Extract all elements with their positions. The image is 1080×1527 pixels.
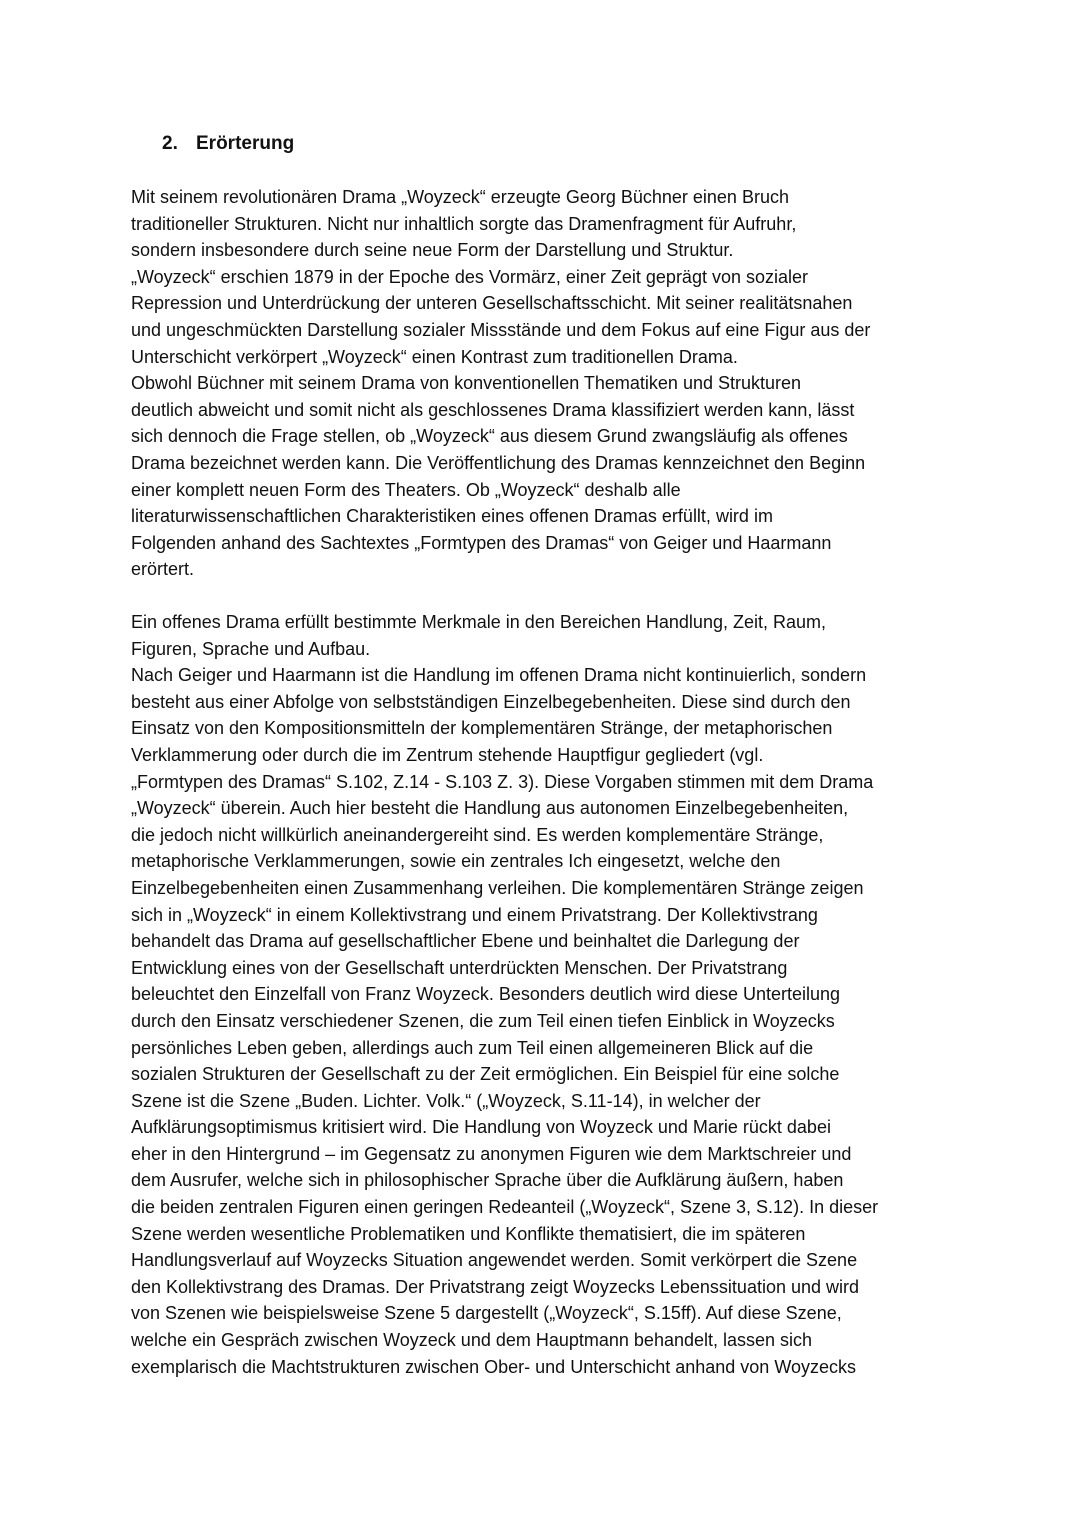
text-line: von Szenen wie beispielsweise Szene 5 dargestellt („Woyzeck“, S.15ff). Auf diese Szene, [131,1303,842,1324]
text-line: persönliches Leben geben, allerdings auch zum Teil einen allgemeineren Blick auf die [131,1037,814,1058]
paragraph-plot-analysis [131,609,1031,1380]
text-line: Szene werden wesentliche Problematiken und Konflikte thematisiert, die im späteren [131,1223,806,1244]
paragraph-introduction [131,184,1031,583]
text-line: behandelt das Drama auf gesellschaftlicher Ebene und beinhaltet die Darlegung der [131,931,800,952]
text-line: Folgenden anhand des Sachtextes „Formtypen des Dramas“ von Geiger und Haarmann [131,532,832,553]
text-line: „Woyzeck“ überein. Auch hier besteht die Handlung aus autonomen Einzelbegebenheiten, [131,798,849,819]
text-line: eher in den Hintergrund – im Gegensatz zu anonymen Figuren wie dem Marktschreier und [131,1143,852,1164]
text-line: Einsatz von den Kompositionsmitteln der komplementären Stränge, der metaphorischen [131,718,833,739]
text-line: Einzelbegebenheiten einen Zusammenhang verleihen. Die komplementären Stränge zeigen [131,877,864,898]
text-line: die beiden zentralen Figuren einen geringen Redeanteil („Woyzeck“, Szene 3, S.12). In dieser [131,1197,879,1218]
text-line: einer komplett neuen Form des Theaters. Ob „Woyzeck“ deshalb alle [131,479,681,500]
text-line: die jedoch nicht willkürlich aneinandergereiht sind. Es werden komplementäre Stränge, [131,824,824,845]
text-line: besteht aus einer Abfolge von selbstständigen Einzelbegebenheiten. Diese sind durch den [131,691,851,712]
text-line: Handlungsverlauf auf Woyzecks Situation angewendet werden. Somit verkörpert die Szene [131,1250,858,1271]
text-line: Obwohl Büchner mit seinem Drama von konventionellen Thematiken und Strukturen [131,373,802,394]
text-line: und ungeschmückten Darstellung sozialer Missstände und dem Fokus auf eine Figur aus der [131,319,871,340]
text-line: exemplarisch die Machtstrukturen zwischen Ober- und Unterschicht anhand von Woyzecks [131,1356,857,1377]
text-line: Repression und Unterdrückung der unteren Gesellschaftsschicht. Mit seiner realitätsnahen [131,293,853,314]
text-line: den Kollektivstrang des Dramas. Der Privatstrang zeigt Woyzecks Lebenssituation und wird [131,1276,860,1297]
text-line: dem Ausrufer, welche sich in philosophischer Sprache über die Aufklärung äußern, haben [131,1170,844,1191]
text-line: deutlich abweicht und somit nicht als geschlossenes Drama klassifiziert werden kann, lässt [131,399,855,420]
text-line: sondern insbesondere durch seine neue Form der Darstellung und Struktur. [131,240,734,261]
text-line: Unterschicht verkörpert „Woyzeck“ einen Kontrast zum traditionellen Drama. [131,346,738,367]
text-line: sich in „Woyzeck“ in einem Kollektivstrang und einem Privatstrang. Der Kollektivstrang [131,904,818,925]
text-line: Ein offenes Drama erfüllt bestimmte Merkmale in den Bereichen Handlung, Zeit, Raum, [131,612,826,632]
text-line: Drama bezeichnet werden kann. Die Veröffentlichung des Dramas kennzeichnet den Beginn [131,452,866,473]
text-line: sozialen Strukturen der Gesellschaft zu der Zeit ermöglichen. Ein Beispiel für eine solche [131,1064,840,1085]
text-line: metaphorische Verklammerungen, sowie ein zentrales Ich eingesetzt, welche den [131,851,781,872]
text-line: beleuchtet den Einzelfall von Franz Woyzeck. Besonders deutlich wird diese Unterteilung [131,984,841,1005]
text-line: durch den Einsatz verschiedener Szenen, die zum Teil einen tiefen Einblick in Woyzecks [131,1010,835,1031]
text-line: Nach Geiger und Haarmann ist die Handlung im offenen Drama nicht kontinuierlich, sondern [131,665,867,686]
text-line: Entwicklung eines von der Gesellschaft unterdrückten Menschen. Der Privatstrang [131,957,788,978]
text-line: welche ein Gespräch zwischen Woyzeck und dem Hauptmann behandelt, lassen sich [131,1330,813,1351]
text-line: „Woyzeck“ erschien 1879 in der Epoche des Vormärz, einer Zeit geprägt von sozialer [131,266,809,287]
text-line: Aufklärungsoptimismus kritisiert wird. Die Handlung von Woyzeck und Marie rückt dabei [131,1117,831,1138]
text-line: Figuren, Sprache und Aufbau. [131,638,371,659]
text-line: Verklammerung oder durch die im Zentrum stehende Hauptfigur gegliedert (vgl. [131,744,764,765]
section-title: Erörterung [196,133,295,154]
text-line: literaturwissenschaftlichen Charakteristiken eines offenen Dramas erfüllt, wird im [131,506,773,527]
text-line: „Formtypen des Dramas“ S.102, Z.14 - S.103 Z. 3). Diese Vorgaben stimmen mit dem Drama [131,771,874,792]
text-line: sich dennoch die Frage stellen, ob „Woyzeck“ aus diesem Grund zwangsläufig als offenes [131,426,848,447]
section-heading [162,131,294,157]
text-line: erörtert. [131,559,195,580]
text-line: traditioneller Strukturen. Nicht nur inhaltlich sorgte das Dramenfragment für Aufruhr, [131,213,797,234]
text-line: Szene ist die Szene „Buden. Lichter. Volk.“ („Woyzeck, S.11-14), in welcher der [131,1090,761,1111]
section-number: 2. [162,133,178,154]
text-line: Mit seinem revolutionären Drama „Woyzeck“ erzeugte Georg Büchner einen Bruch [131,187,789,207]
